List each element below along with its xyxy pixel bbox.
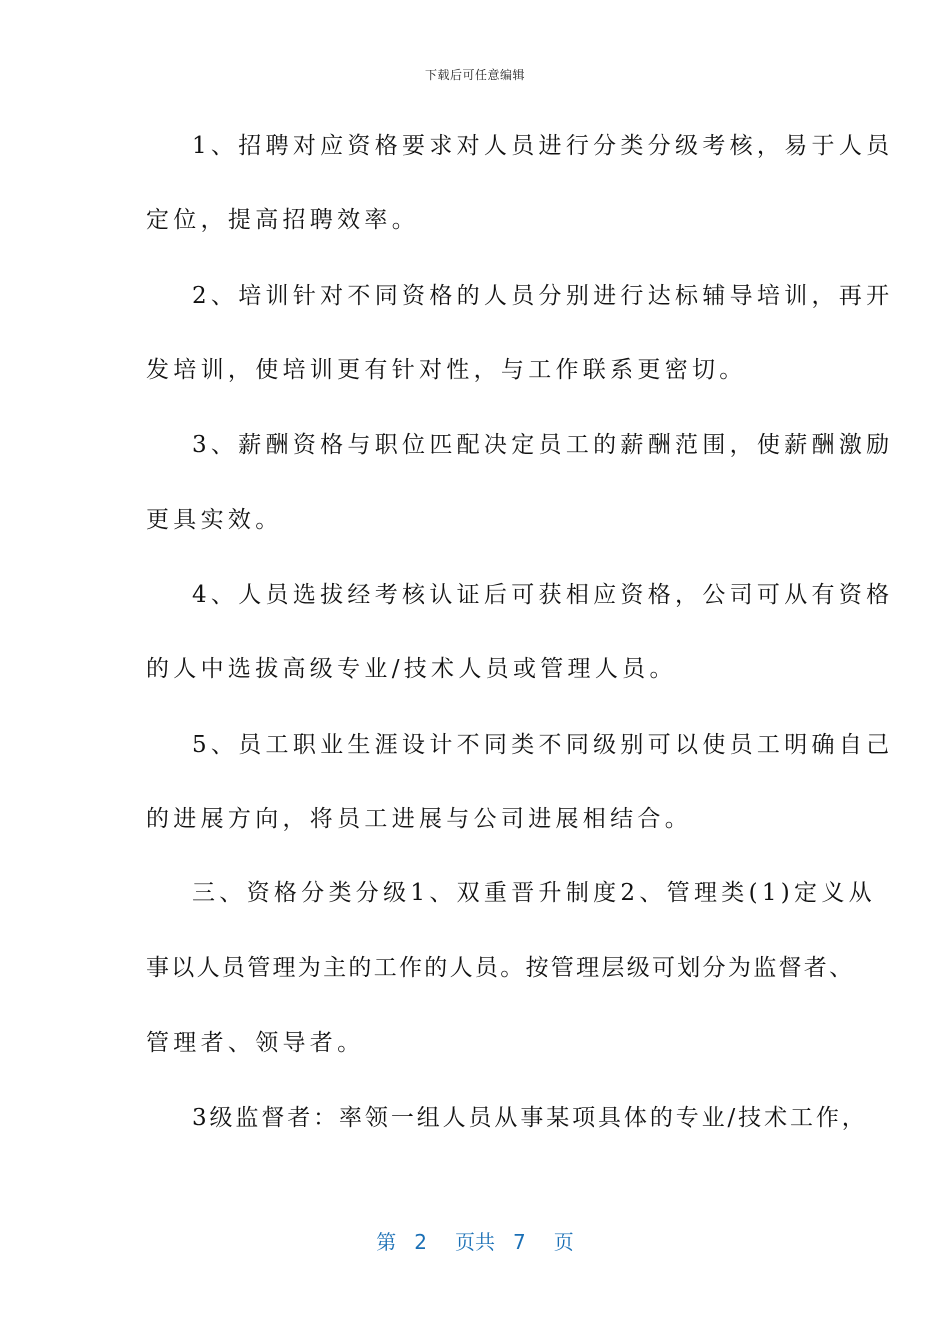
paragraph-line: 事以人员管理为主的工作的人员。按管理层级可划分为监督者、 bbox=[146, 955, 855, 981]
paragraph-line: 更具实效。 bbox=[146, 507, 283, 533]
paragraph-line: 5、员工职业生涯设计不同类不同级别可以使员工明确自己 bbox=[192, 732, 894, 758]
paragraph-line: 管理者、领导者。 bbox=[146, 1030, 365, 1056]
paragraph-line: 4、人员选拔经考核认证后可获相应资格，公司可从有资格 bbox=[192, 582, 894, 608]
paragraph-line: 的人中选拔高级专业/技术人员或管理人员。 bbox=[146, 656, 677, 682]
paragraph-line: 2、培训针对不同资格的人员分别进行达标辅导培训，再开 bbox=[192, 283, 894, 309]
paragraph-line: 发培训，使培训更有针对性，与工作联系更密切。 bbox=[146, 357, 747, 383]
page-header: 下载后可任意编辑 bbox=[424, 68, 525, 82]
footer-suffix: 页 bbox=[553, 1230, 574, 1254]
paragraph-line: 的进展方向，将员工进展与公司进展相结合。 bbox=[146, 806, 692, 832]
paragraph-line: 3级监督者：率领一组人员从事某项具体的专业/技术工作， bbox=[192, 1105, 868, 1131]
page-footer bbox=[0, 1226, 950, 1255]
footer-prefix: 第 bbox=[376, 1230, 397, 1254]
paragraph-line: 3、薪酬资格与职位匹配决定员工的薪酬范围，使薪酬激励 bbox=[192, 432, 894, 458]
footer-middle: 页共 bbox=[455, 1230, 495, 1254]
footer-page-number: 2 bbox=[414, 1230, 427, 1254]
paragraph-line: 三、资格分类分级1、双重晋升制度2、管理类(1)定义从 bbox=[192, 880, 876, 906]
paragraph-line: 1、招聘对应资格要求对人员进行分类分级考核，易于人员 bbox=[192, 133, 894, 159]
paragraph-line: 定位，提高招聘效率。 bbox=[146, 207, 419, 233]
footer-total-pages: 7 bbox=[513, 1230, 526, 1254]
